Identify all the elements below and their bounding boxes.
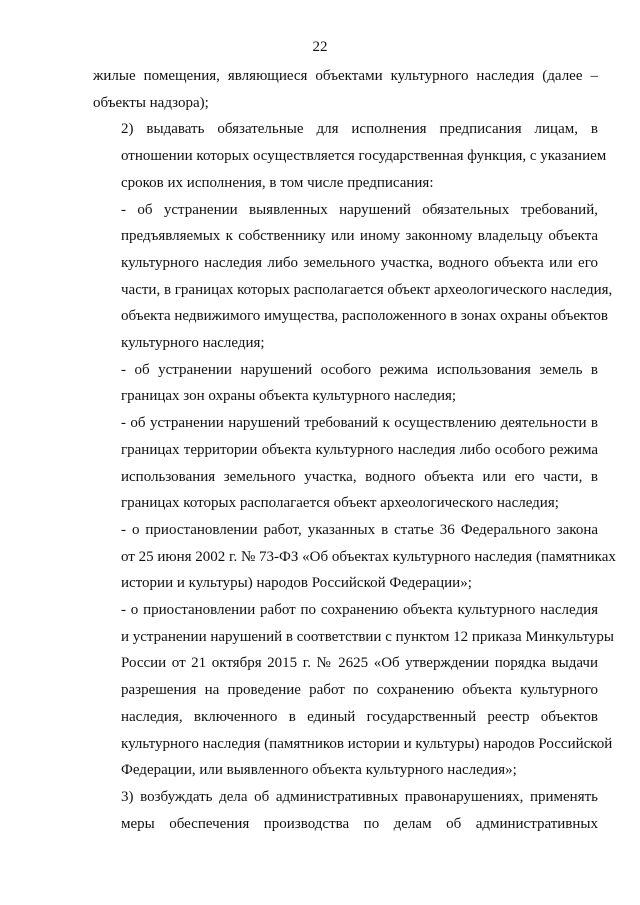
text-line: жилые помещения, являющиеся объектами культурного наследия (далее – xyxy=(93,68,598,84)
page-number: 22 xyxy=(312,39,328,55)
text-line: - об устранении нарушений особого режима использования земель в xyxy=(121,361,598,378)
paragraph-1 xyxy=(93,116,607,196)
text-line: границах зон охраны объекта культурного наследия; xyxy=(121,388,457,405)
text-line: от 25 июня 2002 г. № 73-ФЗ «Об объектах культурного наследия (памятниках xyxy=(121,548,616,565)
text-line: 3) возбуждать дела об административных правонарушениях, применять xyxy=(121,788,598,805)
text-line: культурного наследия (памятников истории и культуры) народов Российской xyxy=(121,735,613,752)
text-line: и устранении нарушений в соответствии с пунктом 12 приказа Минкультуры xyxy=(121,628,614,645)
text-line: Федерации, или выявленного объекта культурного наследия»; xyxy=(121,762,517,779)
text-line: предъявляемых к собственнику или иному законному владельцу объекта xyxy=(121,228,598,245)
text-line: границах которых располагается объект археологического наследия; xyxy=(121,495,559,512)
text-line: объекта недвижимого имущества, расположенного в зонах охраны объектов xyxy=(121,308,609,325)
text-line: наследия, включенного в единый государственный реестр объектов xyxy=(121,708,598,725)
text-line: меры обеспечения производства по делам об административных xyxy=(121,815,598,832)
text-line: - об устранении выявленных нарушений обязательных требований, xyxy=(121,201,598,218)
text-line: объекты надзора); xyxy=(93,94,209,111)
text-line: культурного наследия; xyxy=(121,335,265,352)
paragraph-7 xyxy=(93,784,598,837)
paragraph-2 xyxy=(93,197,613,357)
text-line: части, в границах которых располагается объект археологического наследия, xyxy=(121,281,613,298)
text-line: культурного наследия либо земельного участка, водного объекта или его xyxy=(121,254,598,271)
text-line: разрешения на проведение работ по сохранению объекта культурного xyxy=(121,682,598,699)
paragraph-4 xyxy=(93,410,598,517)
text-line: 2) выдавать обязательные для исполнения предписания лицам, в xyxy=(121,121,598,138)
paragraph-5 xyxy=(93,517,616,597)
document-body xyxy=(93,63,616,837)
paragraph-0 xyxy=(93,63,598,116)
paragraph-3 xyxy=(93,357,598,410)
text-line: - о приостановлении работ по сохранению объекта культурного наследия xyxy=(121,602,598,619)
text-line: сроков их исполнения, в том числе предписания: xyxy=(121,174,434,191)
text-line: отношении которых осуществляется государственная функция, с указанием xyxy=(121,148,607,165)
paragraph-6 xyxy=(93,597,614,784)
text-line: границах территории объекта культурного наследия либо особого режима xyxy=(121,441,598,458)
text-line: истории и культуры) народов Российской Федерации»; xyxy=(121,575,472,592)
text-line: России от 21 октября 2015 г. № 2625 «Об утверждении порядка выдачи xyxy=(121,655,598,672)
text-line: - об устранении нарушений требований к осуществлению деятельности в xyxy=(121,415,598,432)
text-line: - о приостановлении работ, указанных в статье 36 Федерального закона xyxy=(121,521,598,538)
text-line: использования земельного участка, водного объекта или его части, в xyxy=(121,468,598,485)
